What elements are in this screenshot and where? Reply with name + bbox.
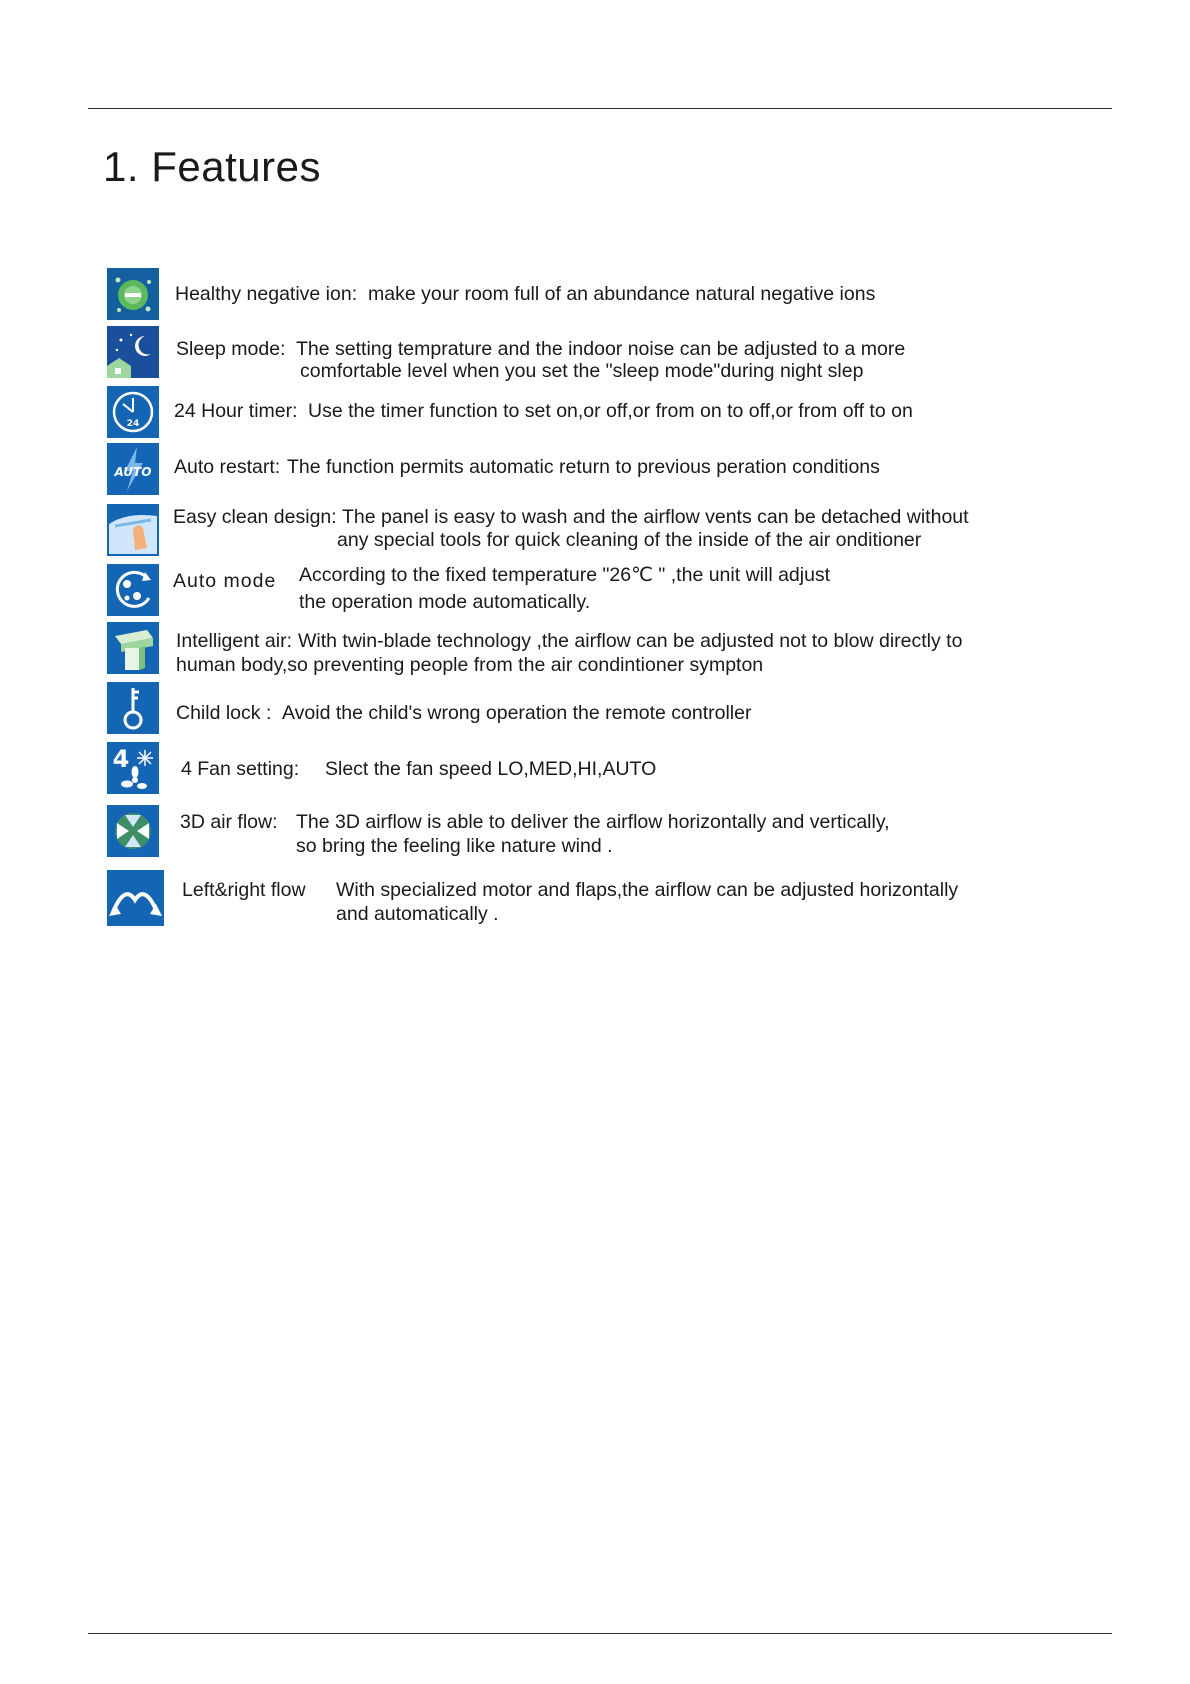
- svg-text:4: 4: [112, 745, 130, 773]
- feature-description: The 3D airflow is able to deliver the airflow horizontally and vertically,: [296, 811, 890, 833]
- feature-description-continued: so bring the feeling like nature wind .: [296, 835, 613, 857]
- feature-label: Easy clean design:: [173, 506, 337, 528]
- feature-label: Auto restart:: [174, 456, 281, 478]
- feature-label: Healthy negative ion:: [175, 283, 358, 305]
- fan-setting-icon: [107, 742, 159, 794]
- feature-description-continued: comfortable level when you set the "sleep mode"during night slep: [300, 360, 864, 382]
- feature-label: Left&right flow: [182, 879, 306, 901]
- child-lock-icon: [107, 682, 159, 734]
- feature-label: Sleep mode:: [176, 338, 286, 360]
- feature-description: Avoid the child's wrong operation the remote controller: [282, 702, 752, 724]
- feature-label: Auto mode: [173, 570, 277, 592]
- negative-ion-icon: [107, 268, 159, 320]
- feature-description: With twin-blade technology ,the airflow can be adjusted not to blow directly to: [298, 630, 963, 652]
- feature-description: According to the fixed temperature "26℃ " ,the unit will adjust: [299, 564, 831, 586]
- header-rule: [88, 108, 1112, 109]
- feature-description-continued: and automatically .: [336, 903, 499, 925]
- feature-description: Slect the fan speed LO,MED,HI,AUTO: [325, 758, 657, 780]
- feature-label: 4 Fan setting:: [181, 758, 300, 780]
- feature-description: The setting temprature and the indoor noise can be adjusted to a more: [296, 338, 906, 360]
- feature-label: Intelligent air:: [176, 630, 292, 652]
- timer-24-icon: [107, 386, 159, 438]
- sleep-mode-icon: [107, 326, 159, 378]
- feature-label: 24 Hour timer:: [174, 400, 298, 422]
- intelligent-air-icon: [107, 622, 159, 674]
- feature-description: make your room full of an abundance natural negative ions: [368, 283, 876, 305]
- feature-description: The function permits automatic return to previous peration conditions: [287, 456, 880, 478]
- feature-label: 3D air flow:: [180, 811, 278, 833]
- feature-description: The panel is easy to wash and the airflow vents can be detached without: [342, 506, 969, 528]
- left-right-flow-icon: [107, 870, 164, 926]
- feature-description-continued: the operation mode automatically.: [299, 591, 591, 613]
- svg-text:AUTO: AUTO: [114, 465, 152, 479]
- feature-description-continued: human body,so preventing people from the air condintioner sympton: [176, 654, 764, 676]
- page-title: 1. Features: [103, 143, 321, 190]
- footer-rule: [88, 1633, 1112, 1634]
- 3d-air-flow-icon: [107, 805, 159, 857]
- feature-label: Child lock :: [176, 702, 272, 724]
- easy-clean-icon: [107, 504, 159, 556]
- auto-restart-icon: [107, 443, 159, 495]
- feature-description-continued: any special tools for quick cleaning of the inside of the air onditioner: [337, 529, 922, 551]
- feature-description: With specialized motor and flaps,the airflow can be adjusted horizontally: [336, 879, 959, 901]
- svg-text:24: 24: [126, 419, 140, 429]
- feature-description: Use the timer function to set on,or off,or from on to off,or from off to on: [308, 400, 913, 422]
- auto-mode-icon: [107, 564, 159, 616]
